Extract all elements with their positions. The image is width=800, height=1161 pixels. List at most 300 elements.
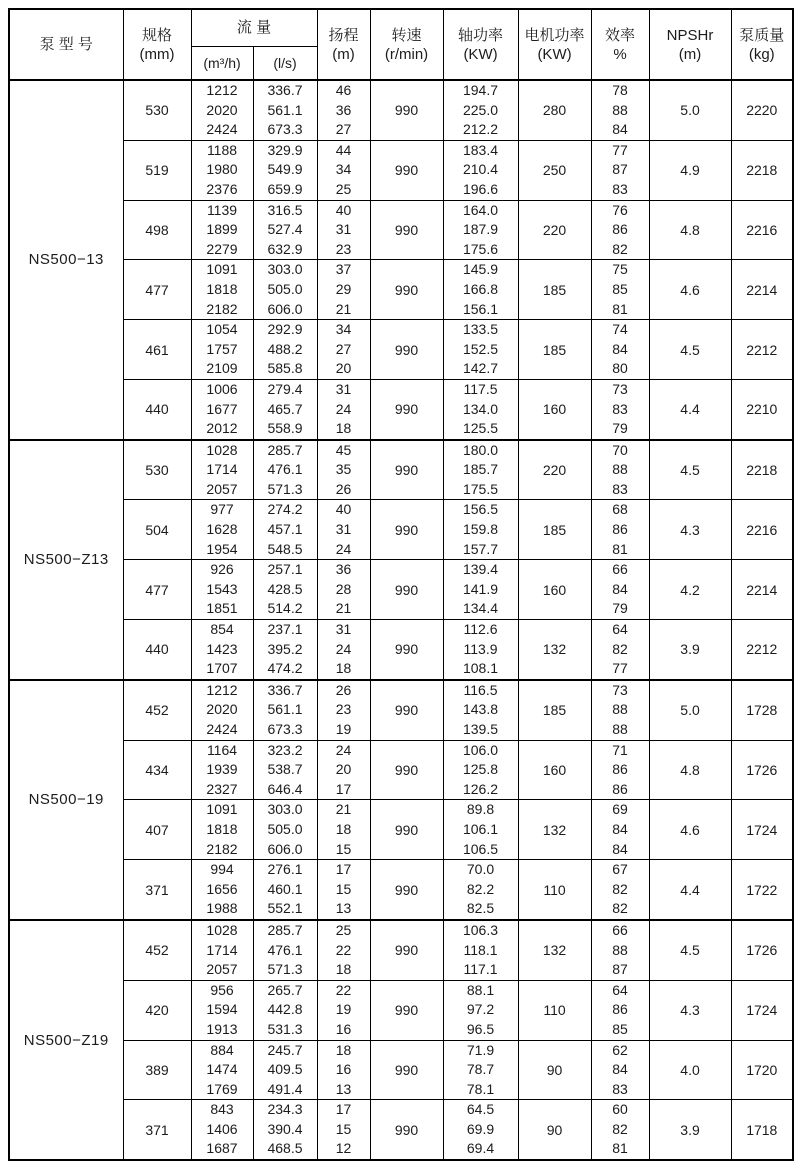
shaft-power-cell-line: 108.1	[462, 660, 499, 677]
flow-m3h-cell-line: 1954	[206, 540, 238, 557]
efficiency-cell	[591, 440, 649, 500]
table-row	[9, 680, 793, 740]
flow-m3h-cell-line: 1628	[206, 521, 238, 538]
efficiency-cell-line: 77	[612, 660, 628, 677]
head-cell-line: 31	[335, 221, 352, 238]
shaft-power-cell	[443, 560, 518, 620]
flow-ls-cell	[253, 1100, 317, 1160]
efficiency-cell-line: 64	[612, 621, 628, 638]
flow-ls-cell-line: 257.1	[267, 561, 303, 578]
head-cell-line: 21	[335, 300, 352, 317]
flow-ls-cell	[253, 920, 317, 980]
shaft-power-cell-line: 106.5	[462, 840, 499, 857]
flow-ls-cell	[253, 200, 317, 260]
header-shaft-power-line1: 轴功率	[458, 26, 504, 44]
flow-ls-cell-line: 632.9	[267, 240, 303, 257]
efficiency-cell	[591, 260, 649, 320]
head-cell-line: 16	[335, 1020, 352, 1037]
efficiency-cell-line: 66	[612, 921, 628, 938]
flow-ls-cell-line: 465.7	[267, 400, 303, 417]
npshr-cell: 4.6	[649, 800, 731, 860]
speed-cell: 990	[370, 200, 443, 260]
efficiency-cell-line: 74	[612, 321, 628, 338]
flow-ls-cell-line: 514.2	[267, 600, 303, 617]
efficiency-cell	[591, 560, 649, 620]
efficiency-cell-line: 82	[612, 880, 628, 897]
flow-ls-cell	[253, 500, 317, 560]
efficiency-cell-line: 81	[612, 1140, 628, 1157]
shaft-power-cell-line: 96.5	[466, 1020, 495, 1037]
shaft-power-cell-line: 225.0	[462, 101, 499, 118]
flow-m3h-cell	[191, 560, 253, 620]
shaft-power-cell	[443, 200, 518, 260]
flow-m3h-cell	[191, 620, 253, 680]
motor-power-cell: 132	[518, 800, 591, 860]
shaft-power-cell-line: 196.6	[462, 180, 499, 197]
head-cell	[317, 80, 370, 140]
efficiency-cell-line: 71	[612, 741, 628, 758]
flow-m3h-cell-line: 1818	[206, 820, 238, 837]
flow-m3h-cell	[191, 200, 253, 260]
mass-cell: 2214	[731, 260, 793, 320]
head-cell-line: 24	[335, 400, 352, 417]
head-cell-line: 26	[335, 480, 352, 497]
flow-ls-cell-line: 336.7	[267, 681, 303, 698]
shaft-power-cell-line: 97.2	[466, 1001, 495, 1018]
head-cell-line: 16	[335, 1061, 352, 1078]
table-row	[9, 860, 793, 920]
flow-ls-cell-line: 571.3	[267, 480, 303, 497]
pump-table-body	[9, 80, 793, 1160]
efficiency-cell	[591, 80, 649, 140]
npshr-cell: 4.3	[649, 500, 731, 560]
header-efficiency-line1: 效率	[605, 26, 636, 44]
header-shaft-power-line2: (KW)	[463, 45, 498, 63]
header-efficiency	[591, 9, 649, 80]
flow-m3h-cell-line: 1006	[206, 380, 238, 397]
mass-cell: 1728	[731, 680, 793, 740]
flow-ls-cell	[253, 140, 317, 200]
efficiency-cell-line: 86	[612, 221, 628, 238]
shaft-power-cell	[443, 680, 518, 740]
flow-m3h-cell-line: 2424	[206, 121, 238, 138]
flow-m3h-cell-line: 1656	[206, 880, 238, 897]
shaft-power-cell-line: 194.7	[462, 82, 499, 98]
efficiency-cell-line: 84	[612, 840, 628, 857]
npshr-cell: 3.9	[649, 1100, 731, 1160]
efficiency-cell-line: 79	[612, 600, 628, 617]
efficiency-cell-line: 76	[612, 201, 628, 218]
spec-cell: 519	[123, 140, 191, 200]
header-flow: 流 量	[191, 9, 317, 46]
flow-m3h-cell-line: 2012	[206, 420, 238, 437]
efficiency-cell-line: 70	[612, 441, 628, 458]
flow-m3h-cell-line: 1054	[206, 321, 238, 338]
efficiency-cell-line: 75	[612, 261, 628, 278]
shaft-power-cell-line: 156.5	[462, 501, 499, 518]
flow-m3h-cell-line: 1406	[206, 1120, 238, 1137]
flow-ls-cell-line: 245.7	[267, 1041, 303, 1058]
efficiency-cell-line: 84	[612, 580, 628, 597]
head-cell	[317, 560, 370, 620]
head-cell-line: 44	[335, 141, 352, 158]
spec-cell: 452	[123, 680, 191, 740]
efficiency-cell-line: 83	[612, 1080, 628, 1097]
motor-power-cell: 90	[518, 1100, 591, 1160]
flow-ls-cell-line: 673.3	[267, 721, 303, 737]
flow-m3h-cell	[191, 80, 253, 140]
spec-cell: 498	[123, 200, 191, 260]
flow-ls-cell-line: 390.4	[267, 1120, 303, 1137]
speed-cell: 990	[370, 140, 443, 200]
flow-ls-cell-line: 460.1	[267, 880, 303, 897]
head-cell-line: 18	[335, 820, 352, 837]
head-cell-line: 13	[335, 900, 352, 917]
motor-power-cell: 90	[518, 1040, 591, 1100]
header-head-line1: 扬程	[328, 26, 359, 44]
shaft-power-cell	[443, 80, 518, 140]
flow-ls-cell-line: 531.3	[267, 1020, 303, 1037]
efficiency-cell-line: 66	[612, 561, 628, 578]
flow-ls-cell-line: 329.9	[267, 141, 303, 158]
shaft-power-cell	[443, 740, 518, 800]
flow-m3h-cell-line: 956	[210, 981, 234, 998]
efficiency-cell-line: 84	[612, 121, 628, 138]
flow-m3h-cell	[191, 500, 253, 560]
flow-ls-cell-line: 303.0	[267, 261, 303, 278]
mass-cell: 2218	[731, 140, 793, 200]
efficiency-cell-line: 88	[612, 701, 628, 718]
head-cell-line: 18	[335, 420, 352, 437]
flow-m3h-cell-line: 884	[210, 1041, 234, 1058]
mass-cell: 2212	[731, 620, 793, 680]
header-spec	[123, 9, 191, 80]
flow-ls-cell	[253, 320, 317, 380]
flow-ls-cell-line: 276.1	[267, 861, 303, 878]
head-cell	[317, 440, 370, 500]
head-cell-line: 24	[335, 741, 352, 758]
efficiency-cell	[591, 1040, 649, 1100]
efficiency-cell	[591, 800, 649, 860]
table-row	[9, 500, 793, 560]
shaft-power-cell-line: 125.8	[462, 761, 499, 778]
flow-m3h-cell-line: 1543	[206, 580, 238, 597]
head-cell	[317, 200, 370, 260]
shaft-power-cell-line: 113.9	[463, 640, 498, 657]
shaft-power-cell-line: 185.7	[462, 461, 499, 478]
speed-cell: 990	[370, 560, 443, 620]
head-cell-line: 25	[335, 921, 352, 938]
shaft-power-cell-line: 71.9	[466, 1041, 495, 1058]
flow-ls-cell	[253, 80, 317, 140]
pump-model-cell: NS500−13	[9, 80, 123, 440]
head-cell-line: 26	[335, 681, 352, 698]
flow-ls-cell-line: 476.1	[267, 461, 303, 478]
motor-power-cell: 160	[518, 740, 591, 800]
header-spec-line1: 规格	[141, 26, 172, 44]
spec-cell: 440	[123, 379, 191, 439]
efficiency-cell-line: 88	[612, 721, 628, 737]
flow-ls-cell	[253, 740, 317, 800]
head-cell-line: 21	[335, 600, 352, 617]
flow-m3h-cell	[191, 140, 253, 200]
head-cell-line: 36	[335, 101, 352, 118]
flow-ls-cell-line: 548.5	[267, 540, 303, 557]
flow-m3h-cell-line: 1687	[206, 1140, 238, 1157]
flow-ls-cell-line: 561.1	[267, 101, 303, 118]
table-row	[9, 320, 793, 380]
efficiency-cell-line: 88	[612, 941, 628, 958]
flow-ls-cell-line: 428.5	[267, 580, 303, 597]
table-row	[9, 440, 793, 500]
efficiency-cell-line: 86	[612, 521, 628, 538]
shaft-power-cell-line: 134.4	[462, 600, 499, 617]
efficiency-cell-line: 82	[612, 240, 628, 257]
shaft-power-cell	[443, 1040, 518, 1100]
head-cell-line: 13	[335, 1080, 352, 1097]
efficiency-cell-line: 64	[612, 981, 628, 998]
head-cell	[317, 379, 370, 439]
efficiency-cell-line: 67	[612, 861, 628, 878]
shaft-power-cell	[443, 1100, 518, 1160]
flow-m3h-cell-line: 2182	[206, 840, 238, 857]
flow-ls-cell-line: 606.0	[267, 840, 303, 857]
flow-ls-cell-line: 673.3	[267, 121, 303, 138]
flow-m3h-cell-line: 843	[210, 1101, 234, 1118]
head-cell-line: 29	[335, 280, 352, 297]
flow-ls-cell	[253, 980, 317, 1040]
efficiency-cell-line: 81	[612, 300, 628, 317]
shaft-power-cell-line: 82.5	[466, 900, 495, 917]
mass-cell: 2216	[731, 500, 793, 560]
flow-m3h-cell-line: 1212	[206, 82, 238, 98]
flow-m3h-cell-line: 1677	[206, 400, 238, 417]
efficiency-cell-line: 62	[612, 1041, 628, 1058]
table-row	[9, 80, 793, 140]
shaft-power-cell-line: 142.7	[462, 360, 499, 377]
npshr-cell: 4.9	[649, 140, 731, 200]
spec-cell: 440	[123, 620, 191, 680]
shaft-power-cell-line: 156.1	[462, 300, 499, 317]
head-cell-line: 23	[335, 240, 352, 257]
head-cell-line: 34	[335, 161, 352, 178]
flow-ls-cell-line: 476.1	[267, 941, 303, 958]
spec-cell: 477	[123, 560, 191, 620]
efficiency-cell-line: 84	[612, 1061, 628, 1078]
flow-m3h-cell-line: 1913	[206, 1020, 238, 1037]
motor-power-cell: 220	[518, 440, 591, 500]
head-cell-line: 31	[335, 521, 352, 538]
flow-m3h-cell-line: 2020	[206, 701, 238, 718]
flow-m3h-cell	[191, 680, 253, 740]
efficiency-cell-line: 84	[612, 340, 628, 357]
table-row	[9, 379, 793, 439]
shaft-power-cell-line: 78.1	[466, 1080, 495, 1097]
flow-m3h-cell-line: 1028	[206, 441, 238, 458]
mass-cell: 2210	[731, 379, 793, 439]
head-cell-line: 22	[335, 941, 352, 958]
head-cell-line: 24	[335, 640, 352, 657]
flow-ls-cell-line: 571.3	[267, 961, 303, 978]
shaft-power-cell-line: 187.9	[462, 221, 499, 238]
speed-cell: 990	[370, 980, 443, 1040]
head-cell	[317, 320, 370, 380]
header-mass-line2: (kg)	[748, 45, 775, 63]
motor-power-cell: 132	[518, 920, 591, 980]
flow-m3h-cell	[191, 379, 253, 439]
header-efficiency-line2: %	[613, 45, 627, 63]
flow-ls-cell-line: 505.0	[267, 820, 303, 837]
shaft-power-cell-line: 116.5	[463, 681, 498, 698]
head-cell-line: 20	[335, 761, 352, 778]
flow-ls-cell-line: 234.3	[267, 1101, 303, 1118]
flow-m3h-cell-line: 1769	[206, 1080, 238, 1097]
npshr-cell: 4.2	[649, 560, 731, 620]
flow-ls-cell-line: 561.1	[267, 701, 303, 718]
flow-m3h-cell-line: 977	[210, 501, 234, 518]
shaft-power-cell-line: 145.9	[462, 261, 499, 278]
table-row	[9, 260, 793, 320]
flow-m3h-cell-line: 2057	[206, 961, 238, 978]
flow-ls-cell-line: 285.7	[267, 441, 303, 458]
npshr-cell: 3.9	[649, 620, 731, 680]
header-shaft-power	[443, 9, 518, 80]
shaft-power-cell-line: 82.2	[466, 880, 495, 897]
head-cell	[317, 260, 370, 320]
efficiency-cell	[591, 500, 649, 560]
efficiency-cell-line: 78	[612, 82, 628, 98]
shaft-power-cell-line: 78.7	[466, 1061, 495, 1078]
motor-power-cell: 220	[518, 200, 591, 260]
speed-cell: 990	[370, 620, 443, 680]
head-cell-line: 45	[335, 441, 352, 458]
head-cell	[317, 1040, 370, 1100]
shaft-power-cell-line: 139.4	[462, 561, 499, 578]
efficiency-cell-line: 86	[612, 780, 628, 797]
motor-power-cell: 110	[518, 980, 591, 1040]
spec-cell: 371	[123, 1100, 191, 1160]
head-cell-line: 31	[335, 621, 352, 638]
head-cell-line: 12	[335, 1140, 352, 1157]
flow-m3h-cell-line: 926	[210, 561, 234, 578]
flow-ls-cell-line: 538.7	[267, 761, 303, 778]
flow-m3h-cell	[191, 1100, 253, 1160]
efficiency-cell	[591, 140, 649, 200]
mass-cell: 1718	[731, 1100, 793, 1160]
head-cell-line: 31	[335, 380, 352, 397]
head-cell-line: 15	[335, 1120, 352, 1137]
mass-cell: 1720	[731, 1040, 793, 1100]
spec-cell: 389	[123, 1040, 191, 1100]
flow-ls-cell-line: 488.2	[267, 340, 303, 357]
table-row	[9, 140, 793, 200]
shaft-power-cell-line: 180.0	[462, 441, 499, 458]
head-cell-line: 19	[335, 721, 352, 737]
shaft-power-cell	[443, 140, 518, 200]
flow-ls-cell-line: 606.0	[267, 300, 303, 317]
flow-ls-cell	[253, 379, 317, 439]
shaft-power-cell-line: 183.4	[462, 141, 499, 158]
flow-ls-cell-line: 552.1	[267, 900, 303, 917]
flow-ls-cell-line: 237.1	[267, 621, 303, 638]
header-pump-model: 泵 型 号	[9, 9, 123, 80]
table-row	[9, 200, 793, 260]
head-cell-line: 36	[335, 561, 352, 578]
efficiency-cell-line: 79	[612, 420, 628, 437]
npshr-cell: 4.4	[649, 860, 731, 920]
head-cell	[317, 980, 370, 1040]
efficiency-cell	[591, 1100, 649, 1160]
table-row	[9, 980, 793, 1040]
flow-m3h-cell-line: 1423	[206, 640, 238, 657]
pump-model-cell: NS500−Z19	[9, 920, 123, 1160]
flow-ls-cell-line: 323.2	[267, 741, 303, 758]
npshr-cell: 4.0	[649, 1040, 731, 1100]
efficiency-cell-line: 88	[612, 101, 628, 118]
efficiency-cell-line: 85	[612, 1020, 628, 1037]
spec-cell: 477	[123, 260, 191, 320]
efficiency-cell	[591, 980, 649, 1040]
npshr-cell: 4.8	[649, 740, 731, 800]
shaft-power-cell	[443, 500, 518, 560]
flow-ls-cell-line: 292.9	[267, 321, 303, 338]
mass-cell: 2214	[731, 560, 793, 620]
flow-m3h-cell-line: 1212	[206, 681, 238, 698]
shaft-power-cell-line: 117.1	[463, 961, 498, 978]
flow-ls-cell	[253, 560, 317, 620]
head-cell	[317, 620, 370, 680]
header-flow-ls: (l/s)	[253, 46, 317, 80]
mass-cell: 2218	[731, 440, 793, 500]
header-npshr-line1: NPSHr	[666, 26, 714, 44]
header-mass-line1: 泵质量	[739, 26, 785, 44]
efficiency-cell-line: 83	[612, 400, 628, 417]
shaft-power-cell	[443, 260, 518, 320]
speed-cell: 990	[370, 920, 443, 980]
mass-cell: 2212	[731, 320, 793, 380]
flow-m3h-cell-line: 854	[210, 621, 234, 638]
flow-ls-cell-line: 505.0	[267, 280, 303, 297]
npshr-cell: 4.5	[649, 440, 731, 500]
header-flow-m3h: (m³/h)	[191, 46, 253, 80]
npshr-cell: 4.5	[649, 320, 731, 380]
efficiency-cell-line: 86	[612, 1001, 628, 1018]
table-row	[9, 800, 793, 860]
shaft-power-cell-line: 125.5	[462, 420, 499, 437]
flow-m3h-cell-line: 1988	[206, 900, 238, 917]
flow-m3h-cell-line: 2057	[206, 480, 238, 497]
shaft-power-cell-line: 175.6	[462, 240, 499, 257]
efficiency-cell-line: 84	[612, 820, 628, 837]
table-row	[9, 1040, 793, 1100]
header-motor-power-line1: 电机功率	[524, 26, 585, 44]
motor-power-cell: 160	[518, 379, 591, 439]
flow-m3h-cell-line: 2109	[206, 360, 238, 377]
head-cell-line: 15	[335, 880, 352, 897]
flow-ls-cell-line: 265.7	[267, 981, 303, 998]
head-cell-line: 20	[335, 360, 352, 377]
header-head	[317, 9, 370, 80]
head-cell-line: 35	[335, 461, 352, 478]
npshr-cell: 4.5	[649, 920, 731, 980]
head-cell-line: 46	[335, 82, 352, 98]
shaft-power-cell-line: 134.0	[462, 400, 499, 417]
npshr-cell: 4.3	[649, 980, 731, 1040]
motor-power-cell: 160	[518, 560, 591, 620]
head-cell-line: 34	[335, 321, 352, 338]
shaft-power-cell-line: 143.8	[462, 701, 499, 718]
flow-m3h-cell	[191, 740, 253, 800]
